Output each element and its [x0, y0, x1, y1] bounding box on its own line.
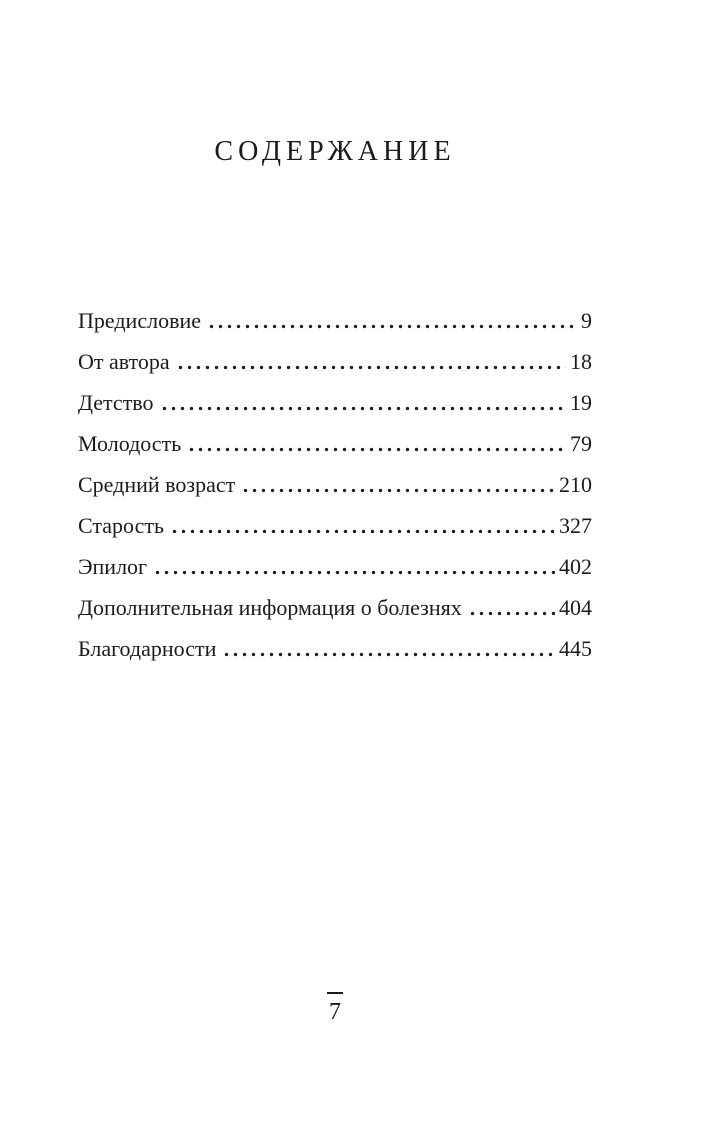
dot-leader: [186, 423, 566, 464]
dot-leader: [240, 464, 555, 505]
toc-entry: [78, 423, 592, 464]
dot-leader: [175, 341, 566, 382]
toc-entry-label: Эпилог: [78, 554, 148, 579]
toc-entry: [78, 505, 592, 546]
toc-entry-label: Дополнительная информация о болезнях: [78, 595, 462, 620]
toc-title: СОДЕРЖАНИЕ: [214, 136, 456, 167]
toc-entry: [78, 628, 592, 669]
table-of-contents: [78, 300, 592, 669]
toc-entry-label: Молодость: [78, 431, 182, 456]
toc-entry-page: 402: [559, 554, 592, 579]
toc-entry-label: Детство: [78, 390, 154, 415]
toc-entry-page: 445: [559, 636, 592, 661]
toc-entry: [78, 587, 592, 628]
toc-entry: [78, 382, 592, 423]
toc-entry: [78, 464, 592, 505]
toc-entry-label: Старость: [78, 513, 164, 538]
toc-entry-page: 210: [559, 472, 592, 497]
toc-entry-label: Предисловие: [78, 308, 201, 333]
page-footer: [78, 992, 592, 1024]
toc-entry-label: Средний возраст: [78, 472, 236, 497]
page-number: 7: [329, 999, 341, 1025]
dot-leader: [169, 505, 555, 546]
toc-entry: [78, 300, 592, 341]
toc-entry-page: 404: [559, 595, 592, 620]
toc-entry-page: 327: [559, 513, 592, 538]
dot-leader: [152, 546, 555, 587]
toc-entry-page: 18: [570, 349, 592, 374]
dot-leader: [467, 587, 555, 628]
toc-entry-label: От автора: [78, 349, 170, 374]
dot-leader: [159, 382, 566, 423]
folio-overline: [327, 992, 343, 994]
toc-entry-page: 79: [570, 431, 592, 456]
toc-entry-label: Благодарности: [78, 636, 217, 661]
toc-entry: [78, 546, 592, 587]
toc-entry: [78, 341, 592, 382]
toc-entry-page: 19: [570, 390, 592, 415]
dot-leader: [206, 300, 577, 341]
dot-leader: [221, 628, 555, 669]
toc-entry-page: 9: [581, 308, 592, 333]
book-page: [78, 0, 592, 1122]
